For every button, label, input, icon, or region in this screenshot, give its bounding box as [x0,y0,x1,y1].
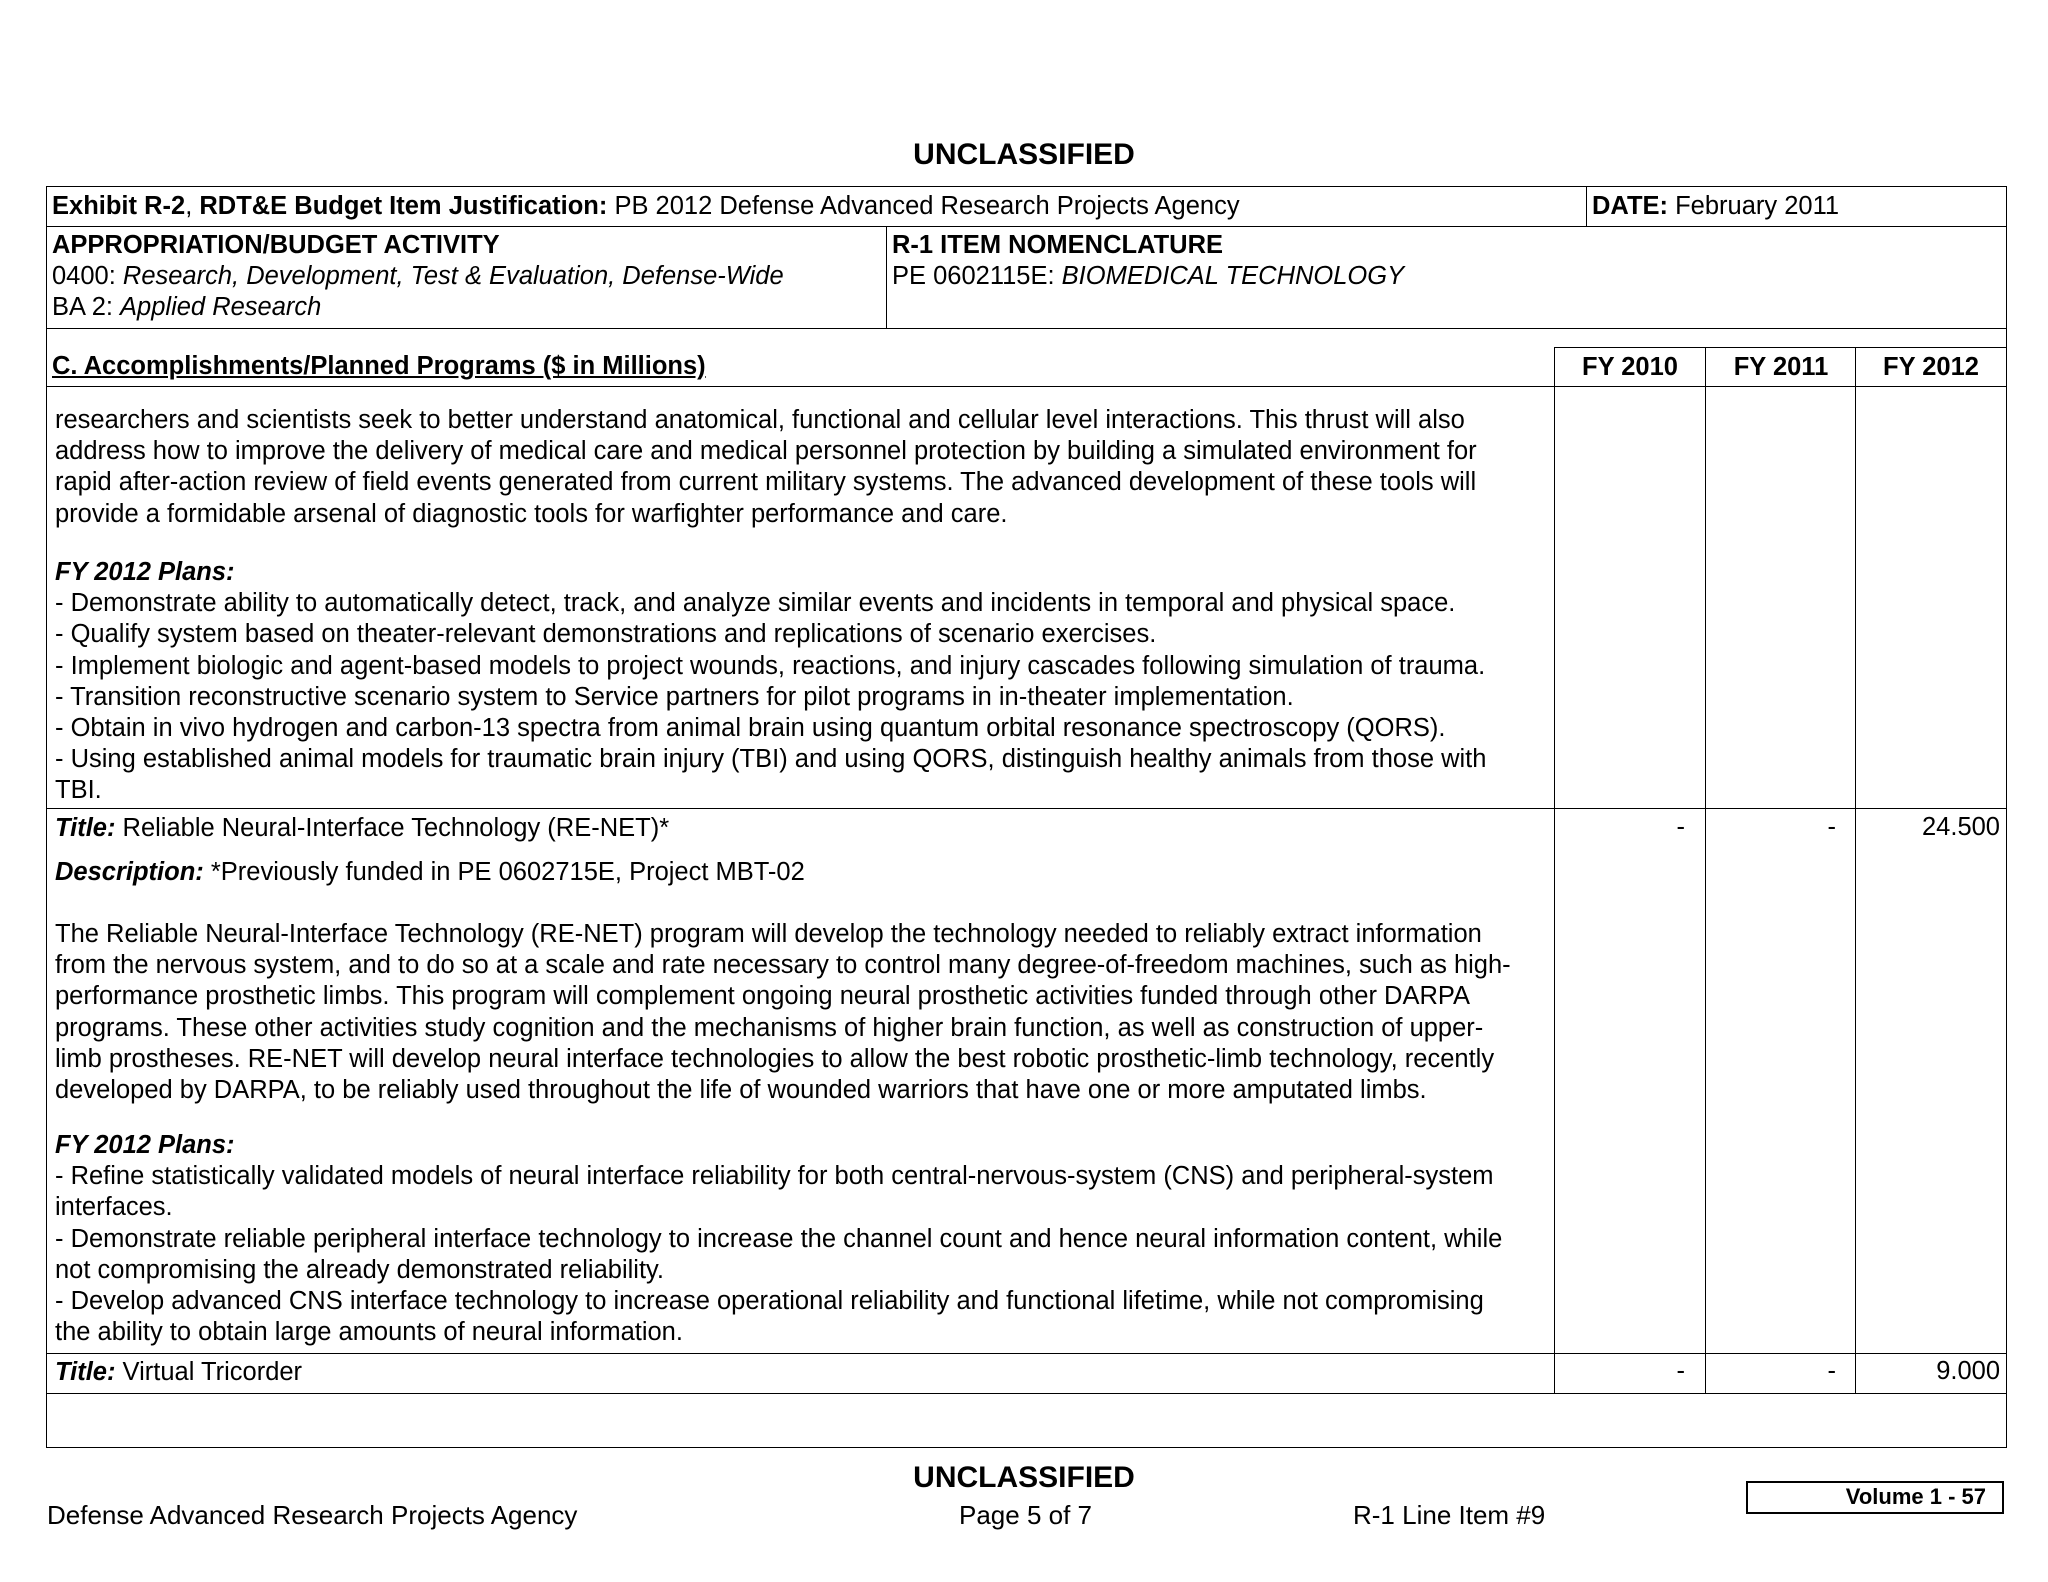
plan-item: - Using established animal models for traumatic brain injury (TBI) and using QORS, distinguish healthy animals from those with [55,745,1487,774]
plan-item: not compromising the already demonstrated reliability. [55,1255,664,1284]
description-text: *Previously funded in PE 0602715E, Project MBT-02 [203,858,805,886]
exhibit-label: Exhibit R-2 [52,192,186,220]
fy-columns-top [1554,347,2007,348]
title-text: Reliable Neural-Interface Technology (RE-NET)* [115,814,670,842]
header-row-divider [46,226,2007,227]
plans-heading: FY 2012 Plans: [55,1131,235,1159]
col-header-fy2012: FY 2012 [1883,353,1979,381]
plan-item: - Implement biologic and agent-based models to project wounds, reactions, and injury cascades following simulation of trauma. [55,651,1486,680]
renet-fy2011-value: - [1827,813,1836,841]
fy2012-col-left [1855,347,1856,1393]
exhibit-value: PB 2012 Defense Advanced Research Projects Agency [607,192,1240,220]
table-border-bottom [46,1447,2007,1448]
program-element-name: BIOMEDICAL TECHNOLOGY [1061,262,1405,290]
text-line: address how to improve the delivery of medical care and medical personnel protection by building a simulated environment for [55,437,1477,466]
text-line: The Reliable Neural-Interface Technology (RE-NET) program will develop the technology needed to reliably extract information [55,920,1482,948]
renet-description-line [55,857,805,888]
section-header-divider [46,386,2007,387]
footer-page-number: Page 5 of 7 [959,1500,1092,1530]
title-label: Title: [55,1358,116,1386]
nomenclature-divider [886,226,887,328]
text-line: provide a formidable arsenal of diagnostic tools for warfighter performance and care. [55,499,1008,528]
program-element-code: PE 0602115E: [892,262,1062,290]
text-line: performance prosthetic limbs. This program will complement ongoing neural prosthetic activities funded through other DARPA [55,982,1470,1011]
plan-item: - Transition reconstructive scenario system to Service partners for pilot programs in in-theater implementation. [55,682,1294,711]
volume-box: Volume 1 - 57 [1746,1481,2004,1514]
date-field [1592,191,1839,222]
renet-body [55,919,1511,1106]
tricorder-title [55,1357,302,1388]
exhibit-heading [52,191,1240,222]
col-header-fy2010: FY 2010 [1582,353,1678,381]
tricorder-fy2012-value: 9.000 [1936,1357,2000,1385]
exhibit-title: RDT&E Budget Item Justification: [199,192,608,220]
date-value: February 2011 [1668,192,1840,220]
continued-description [55,405,1477,530]
nomenclature-label: R-1 ITEM NOMENCLATURE [892,231,1224,259]
continued-plans [55,557,1486,807]
text-line: limb prostheses. RE-NET will develop neural interface technologies to allow the best robotic prosthetic-limb technology, recently [55,1044,1495,1073]
plan-item: - Obtain in vivo hydrogen and carbon-13 spectra from animal brain using quantum orbital resonance spectroscopy (QORS). [55,714,1446,743]
appropriation-code: 0400: [52,262,123,290]
bottom-classification: UNCLASSIFIED [913,1461,1135,1494]
plan-item: TBI. [55,776,102,805]
plan-item: - Demonstrate reliable peripheral interface technology to increase the channel count and hence neural information content, while [55,1224,1503,1253]
renet-fy2012-value: 24.500 [1922,813,2000,841]
plan-item: - Qualify system based on theater-relevant demonstrations and replications of scenario exercises. [55,620,1157,649]
appropriation-text: Research, Development, Test & Evaluation, Defense-Wide [122,262,784,290]
top-classification: UNCLASSIFIED [913,138,1135,171]
row-divider-tricorder [46,1353,2007,1354]
appropriation-row-divider [46,328,2007,329]
footer-line-item: R-1 Line Item #9 [1353,1500,1546,1530]
nomenclature-cell [892,230,1404,292]
description-label: Description: [55,858,204,886]
row-divider-renet [46,808,2007,809]
appropriation-cell [52,230,784,323]
renet-plans [55,1130,1502,1348]
text-line: developed by DARPA, to be reliably used throughout the life of wounded warriors that have one or more amputated limbs. [55,1076,1427,1105]
col-header-fy2011: FY 2011 [1733,353,1829,381]
row-divider-bottom [46,1393,2007,1394]
fy2010-col-left [1554,347,1555,1393]
title-label: Title: [55,814,116,842]
renet-fy2010-value: - [1676,813,1685,841]
budget-activity-code: BA 2: [52,293,121,321]
tricorder-fy2011-value: - [1827,1357,1836,1385]
text-line: programs. These other activities study cognition and the mechanisms of higher brain function, as well as construction of upper- [55,1013,1484,1042]
plan-item: interfaces. [55,1193,173,1222]
tricorder-fy2010-value: - [1676,1357,1685,1385]
section-title: C. Accomplishments/Planned Programs ($ in Millions) [52,352,706,380]
nomenclature-line [892,261,1404,292]
date-divider [1586,186,1587,226]
table-border-right [2006,186,2007,1448]
appropriation-label: APPROPRIATION/BUDGET ACTIVITY [52,231,500,259]
text-line: from the nervous system, and to do so at a scale and rate necessary to control many degree-of-freedom machines, such as high- [55,951,1511,980]
date-label: DATE: [1592,192,1669,220]
title-text: Virtual Tricorder [115,1358,303,1386]
plans-heading: FY 2012 Plans: [55,558,235,586]
budget-activity-text: Applied Research [120,293,322,321]
renet-title [55,813,669,844]
plan-item: - Demonstrate ability to automatically detect, track, and analyze similar events and incidents in temporal and physical space. [55,589,1456,618]
plan-item: - Refine statistically validated models of neural interface reliability for both central-nervous-system (CNS) and peripheral-system [55,1162,1494,1191]
text-line: rapid after-action review of field events generated from current military systems. The advanced development of these tools will [55,468,1477,497]
table-border-top [46,186,2007,187]
fy2011-col-left [1705,347,1706,1393]
budget-activity-line [52,292,784,323]
exhibit-separator: , [185,192,200,220]
plan-item: - Develop advanced CNS interface technology to increase operational reliability and functional lifetime, while not compromising [55,1287,1484,1316]
table-border-left [46,186,47,1448]
footer-agency: Defense Advanced Research Projects Agency [47,1500,578,1530]
text-line: researchers and scientists seek to better understand anatomical, functional and cellular level interactions. This thrust will also [55,406,1465,434]
appropriation-line-1 [52,261,784,292]
plan-item: the ability to obtain large amounts of neural information. [55,1318,683,1347]
